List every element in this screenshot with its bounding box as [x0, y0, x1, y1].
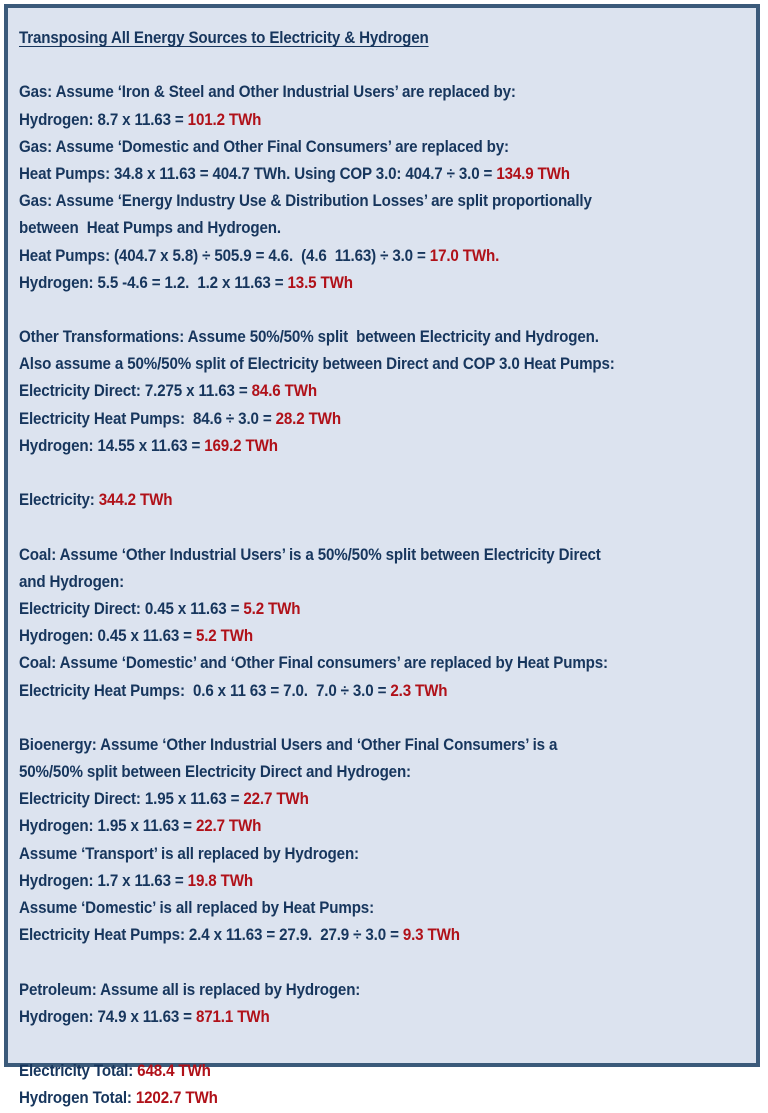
- line-text: Hydrogen: 0.45 x 11.63 =: [19, 627, 196, 646]
- line-text: Electricity Heat Pumps: 0.6 x 11 63 = 7.0. 7.0 ÷ 3.0 =: [19, 681, 391, 700]
- line-text: Hydrogen: 74.9 x 11.63 =: [19, 1007, 196, 1026]
- line-text: Hydrogen: 1.7 x 11.63 =: [19, 871, 188, 890]
- result-value: 28.2 TWh: [275, 409, 341, 428]
- line-text: Gas: Assume ‘Iron & Steel and Other Industrial Users’ are replaced by:: [19, 83, 516, 102]
- text-line-bioenergy-2: [19, 786, 699, 813]
- text-line-gas-3: [19, 161, 699, 188]
- line-text: Heat Pumps: (404.7 x 5.8) ÷ 505.9 = 4.6. (4.6 11.63) ÷ 3.0 =: [19, 246, 430, 265]
- line-text: Hydrogen Total:: [19, 1089, 136, 1108]
- result-value: 19.8 TWh: [187, 871, 253, 890]
- text-line-bioenergy-3: [19, 813, 699, 840]
- text-line-electricity-subtotal-0: [19, 487, 699, 514]
- text-line-coal-5: [19, 678, 699, 705]
- result-value: 17.0 TWh.: [429, 246, 500, 265]
- line-text: Bioenergy: Assume ‘Other Industrial Users and ‘Other Final Consumers’ is a: [19, 735, 558, 754]
- note-panel: [4, 4, 760, 1108]
- line-text: Assume ‘Transport’ is all replaced by Hydrogen:: [19, 844, 359, 863]
- text-line-coal-0: [19, 542, 699, 569]
- result-value: 22.7 TWh: [195, 817, 262, 836]
- line-text: Hydrogen: 14.55 x 11.63 =: [19, 436, 205, 455]
- block-spacer: [19, 514, 746, 541]
- text-line-other-transformations-2: [19, 378, 699, 405]
- text-line-gas-7: [19, 270, 699, 297]
- line-text: Other Transformations: Assume 50%/50% split between Electricity and Hydrogen.: [19, 328, 599, 347]
- result-value: 9.3 TWh: [402, 926, 460, 945]
- result-value: 5.2 TWh: [243, 599, 301, 618]
- text-line-gas-2: [19, 134, 699, 161]
- text-line-coal-1: [19, 569, 699, 596]
- result-value: 344.2 TWh: [98, 491, 173, 510]
- text-line-totals-0: [19, 1058, 699, 1085]
- result-value: 648.4 TWh: [137, 1062, 211, 1081]
- text-line-coal-3: [19, 623, 699, 650]
- text-line-coal-2: [19, 596, 699, 623]
- text-line-bioenergy-4: [19, 841, 699, 868]
- block-spacer: [19, 297, 746, 324]
- result-value: 101.2 TWh: [187, 110, 262, 129]
- text-line-bioenergy-0: [19, 732, 699, 759]
- text-line-gas-4: [19, 188, 699, 215]
- text-line-bioenergy-5: [19, 868, 699, 895]
- line-text: Electricity Direct: 7.275 x 11.63 =: [19, 382, 252, 401]
- line-text: Gas: Assume ‘Domestic and Other Final Consumers’ are replaced by:: [19, 137, 509, 156]
- line-text: Heat Pumps: 34.8 x 11.63 = 404.7 TWh. Using COP 3.0: 404.7 ÷ 3.0 =: [19, 164, 497, 183]
- line-text: Electricity Direct: 1.95 x 11.63 =: [19, 790, 244, 809]
- text-line-petroleum-0: [19, 977, 699, 1004]
- result-value: 84.6 TWh: [251, 382, 317, 401]
- text-line-other-transformations-3: [19, 406, 699, 433]
- line-text: Gas: Assume ‘Energy Industry Use & Distribution Losses’ are split proportionally: [19, 192, 592, 211]
- text-line-bioenergy-7: [19, 922, 699, 949]
- text-line-gas-0: [19, 79, 699, 106]
- line-text: Electricity Total:: [19, 1062, 138, 1081]
- result-value: 2.3 TWh: [390, 681, 448, 700]
- line-text: Electricity Direct: 0.45 x 11.63 =: [19, 599, 244, 618]
- text-line-other-transformations-0: [19, 324, 699, 351]
- result-value: 871.1 TWh: [195, 1007, 270, 1026]
- result-value: 1202.7 TWh: [135, 1089, 218, 1108]
- result-value: 22.7 TWh: [243, 790, 309, 809]
- result-value: 134.9 TWh: [496, 164, 570, 183]
- result-value: 13.5 TWh: [287, 273, 353, 292]
- text-line-totals-1: [19, 1085, 699, 1112]
- text-line-coal-4: [19, 650, 699, 677]
- line-text: Coal: Assume ‘Other Industrial Users’ is a 50%/50% split between Electricity Direct: [19, 545, 601, 564]
- text-line-gas-1: [19, 107, 699, 134]
- text-line-bioenergy-6: [19, 895, 699, 922]
- block-spacer: [19, 460, 746, 487]
- line-text: 50%/50% split between Electricity Direct and Hydrogen:: [19, 763, 411, 782]
- block-spacer: [19, 52, 746, 79]
- line-text: Electricity Heat Pumps: 2.4 x 11.63 = 27.9. 27.9 ÷ 3.0 =: [19, 926, 403, 945]
- block-spacer: [19, 1031, 746, 1058]
- line-text: Hydrogen: 8.7 x 11.63 =: [19, 110, 188, 129]
- line-text: Coal: Assume ‘Domestic’ and ‘Other Final consumers’ are replaced by Heat Pumps:: [19, 654, 608, 673]
- text-line-gas-6: [19, 243, 699, 270]
- text-line-gas-5: [19, 215, 699, 242]
- text-line-other-transformations-1: [19, 351, 699, 378]
- line-text: between Heat Pumps and Hydrogen.: [19, 219, 281, 238]
- text-line-bioenergy-1: [19, 759, 699, 786]
- line-text: Transposing All Energy Sources to Electricity & Hydrogen: [19, 29, 429, 47]
- result-value: 5.2 TWh: [195, 627, 254, 646]
- block-spacer: [19, 705, 746, 732]
- line-text: Also assume a 50%/50% split of Electricity between Direct and COP 3.0 Heat Pumps:: [19, 355, 615, 374]
- line-text: Electricity:: [19, 491, 99, 510]
- line-text: and Hydrogen:: [19, 572, 124, 591]
- result-value: 169.2 TWh: [204, 436, 278, 455]
- line-text: Electricity Heat Pumps: 84.6 ÷ 3.0 =: [19, 409, 276, 428]
- line-text: Assume ‘Domestic’ is all replaced by Heat Pumps:: [19, 899, 374, 917]
- text-line-petroleum-1: [19, 1004, 699, 1031]
- line-text: Hydrogen: 1.95 x 11.63 =: [19, 817, 196, 836]
- text-line-other-transformations-4: [19, 433, 699, 460]
- block-spacer: [19, 949, 746, 976]
- line-text: Hydrogen: 5.5 -4.6 = 1.2. 1.2 x 11.63 =: [19, 273, 288, 292]
- note-content: [8, 8, 756, 1113]
- document-title: [19, 25, 699, 52]
- line-text: Petroleum: Assume all is replaced by Hydrogen:: [19, 980, 361, 999]
